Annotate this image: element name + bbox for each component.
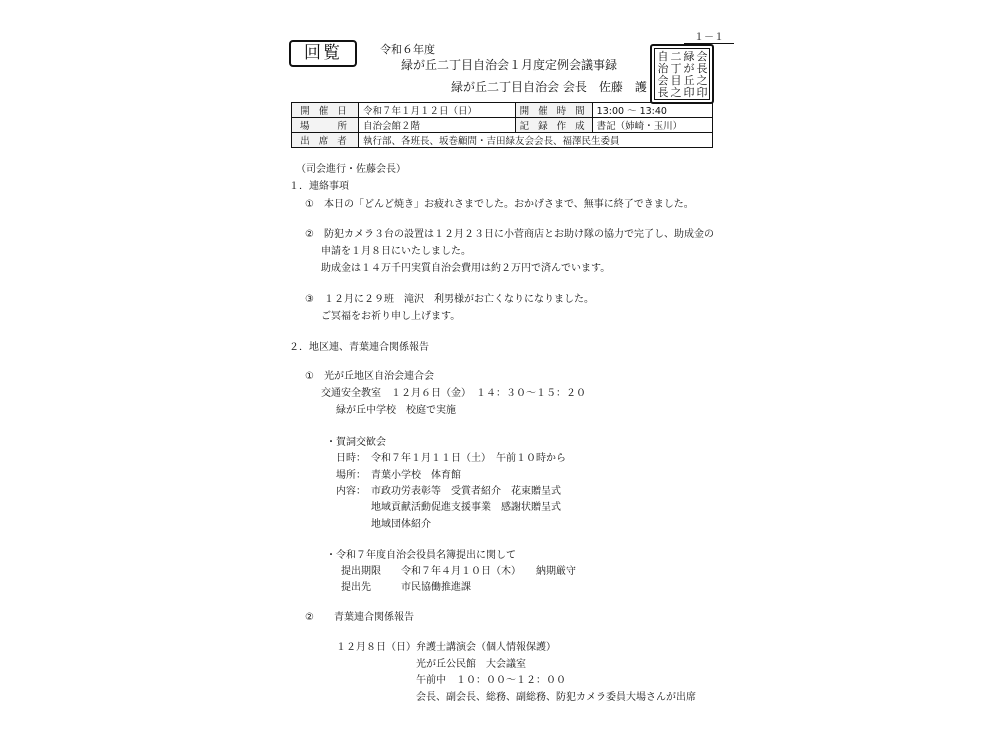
new-year-party-title: ・賀詞交歓会 [326,437,386,448]
traffic-safety-venue: 緑が丘中学校 校庭で実施 [336,405,456,416]
section-1-title: １．連絡事項 [289,181,349,192]
section-2-item-1: ① 光が丘地区自治会連合会 [305,371,434,382]
time-label: 開 催 時 間 [515,103,592,118]
section-1-item-3-line-1: ③ １２月に２９班 滝沢 利男様がお亡くなりになりました。 [305,294,594,305]
recorder-label: 記 録 作 成 [515,118,592,133]
document-title: 緑が丘二丁目自治会１月度定例会議事録 [401,58,618,72]
attendees-value: 執行部、各班長、坂巻顧問・吉田緑友会会長、福澤民生委員 [359,133,713,148]
roster-submission-title: ・令和７年度自治会役員名簿提出に関して [326,550,516,561]
traffic-safety-class: 交通安全教室 １２月６日（金） １４：３０〜１５：２０ [321,388,586,399]
new-year-party-place: 場所： 青葉小学校 体育館 [336,470,461,481]
lecture-date: １２月８日（日） [336,642,416,653]
new-year-party-date: 日時： 令和７年１月１１日（土） 午前１０時から [336,453,566,464]
new-year-party-content-3: 地域団体紹介 [371,519,431,530]
place-value: 自治会館２階 [359,118,516,133]
new-year-party-content-1: 内容： 市政功労表彰等 受賞者紹介 花束贈呈式 [336,486,561,497]
lecture-title: 弁護士講演会（個人情報保護） [416,642,556,653]
time-value: 13:00 〜 13:40 [592,103,712,118]
lecture-venue: 光が丘公民館 大会議室 [416,659,526,670]
author-line: 緑が丘二丁目自治会 会長 佐藤 護 [451,80,647,94]
fiscal-year: 令和６年度 [380,43,435,56]
place-label: 場 所 [292,118,359,133]
section-2-title: ２．地区連、青葉連合関係報告 [289,342,429,353]
attendees-label: 出 席 者 [292,133,359,148]
meeting-info-table [291,102,713,148]
section-1-item-3-line-2: ご冥福をお祈り申し上げます。 [321,311,461,322]
section-1-item-2-line-3: 助成金は１４万千円実質自治会費用は約２万円で済んでいます。 [321,263,611,274]
section-1-item-2-line-1: ② 防犯カメラ３台の設置は１２月２３日に小菅商店とお助け隊の協力で完了し、助成金の [305,229,714,240]
lecture-time: 午前中 １０：００〜１２：００ [416,675,566,686]
association-seal: 自 治 会 長 二 丁 目 之 緑 が 丘 印 会 長 之 印 [650,44,714,104]
lecture-attendees: 会長、副会長、総務、副総務、防犯カメラ委員大場さんが出席 [416,692,696,703]
roster-submission-deadline: 提出期限 令和７年４月１０日（木） 納期厳守 [341,566,576,577]
new-year-party-content-2: 地域貢献活動促進支援事業 感謝状贈呈式 [371,502,561,513]
recorder-value: 書記（姉崎・玉川） [592,118,712,133]
roster-submission-destination: 提出先 市民協働推進課 [341,582,471,593]
date-label: 開 催 日 [292,103,359,118]
page-number: １－１ [684,28,734,44]
section-1-item-2-line-2: 申請を１月８日にいたしました。 [321,246,471,257]
date-value: 令和７年１月１２日（日） [359,103,516,118]
section-2-item-2: ② 青葉連合関係報告 [305,612,414,623]
circulation-stamp: 回覧 [289,40,357,67]
section-1-item-1: ① 本日の「どんど焼き」お疲れさまでした。おかげさまで、無事に終了できました。 [305,199,694,210]
moderator-note: （司会進行・佐藤会長） [296,164,406,175]
